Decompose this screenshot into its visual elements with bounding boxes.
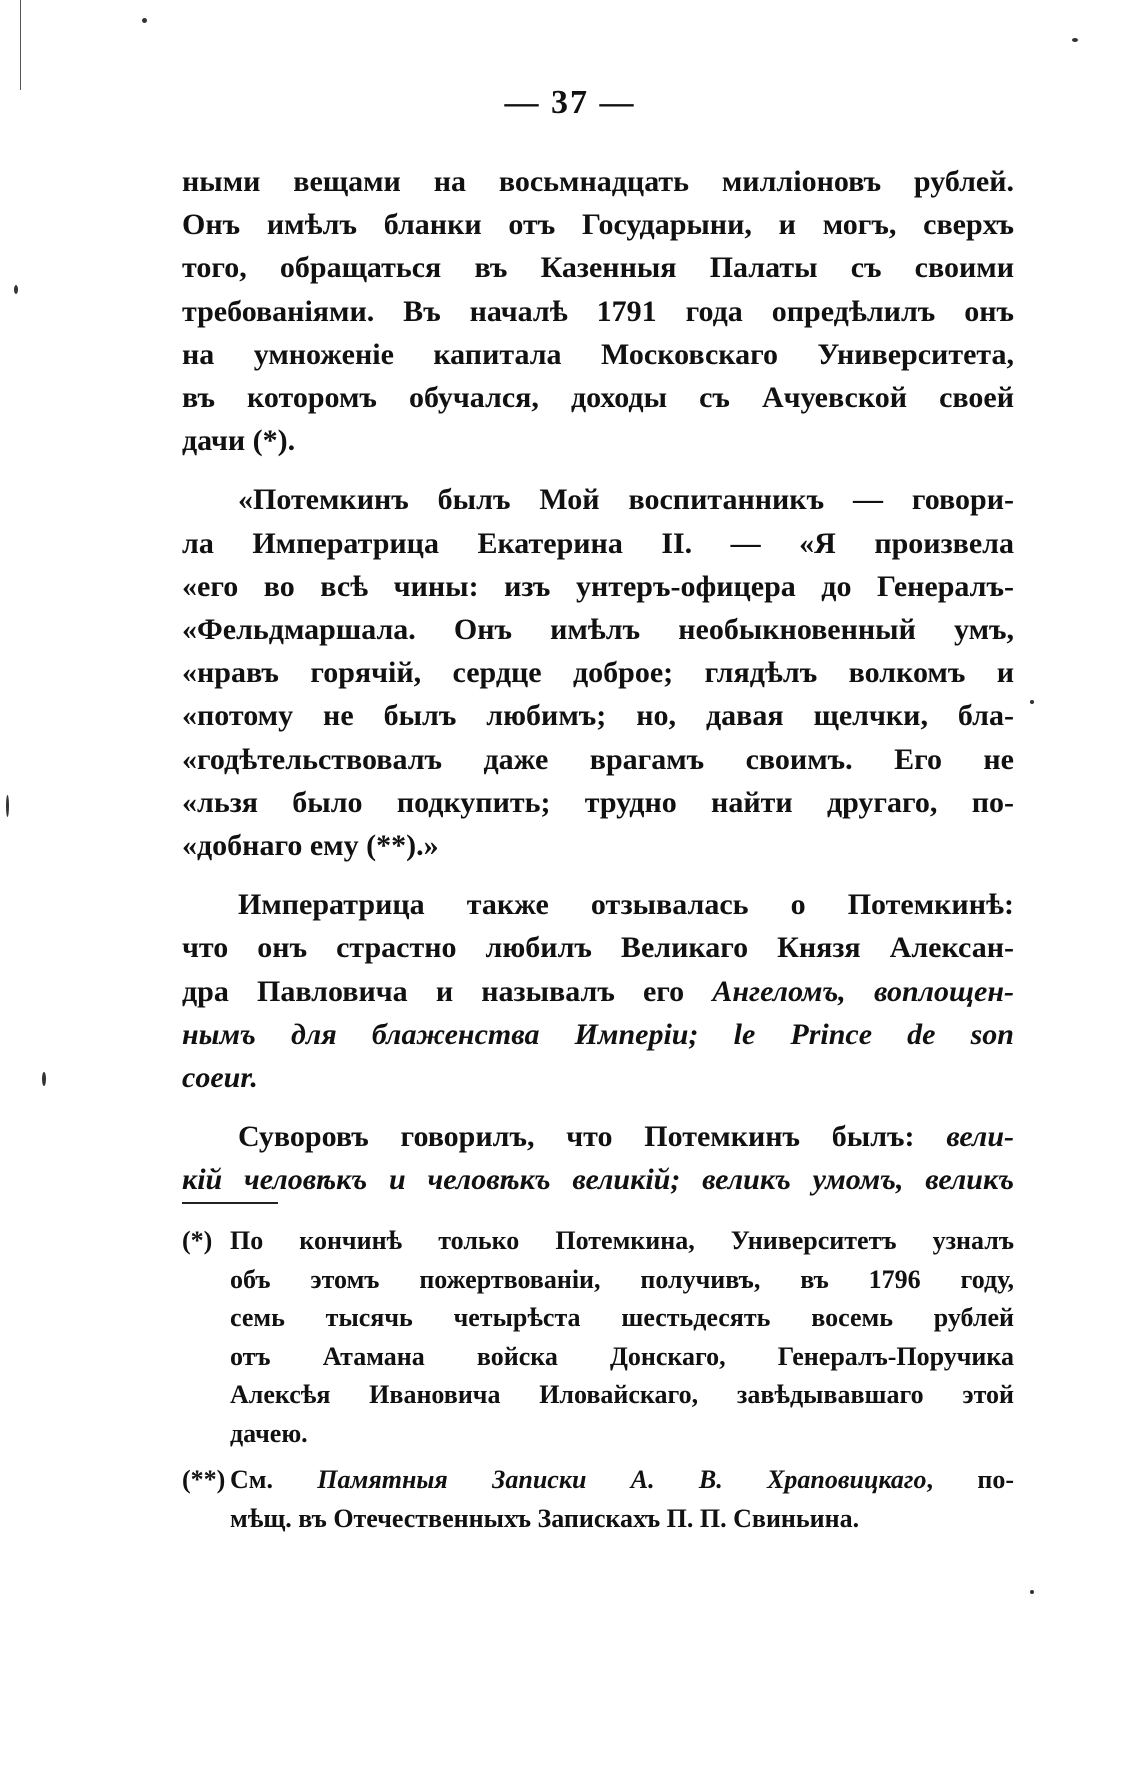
text-line: что онъ страстно любилъ Великаго Князя Алексан-: [182, 931, 1014, 965]
text-line: на умноженіе капитала Московскаго Университета,: [182, 337, 1014, 371]
text-run: дра Павловича и называлъ его: [182, 974, 713, 1008]
text-run: Суворовъ говорилъ, что Потемкинъ былъ:: [238, 1120, 947, 1154]
text-line: ными вещами на восьмнадцать милліоновъ рублей.: [182, 165, 1014, 198]
footnote-line: Алексѣя Ивановича Иловайскаго, завѣдывавшаго этой: [230, 1380, 1014, 1409]
paragraph-3: [182, 883, 1014, 1099]
footnote-marker: (*): [182, 1226, 213, 1255]
text-line: «нравъ горячій, сердце доброе; глядѣлъ волкомъ и: [182, 656, 1014, 690]
footnote-1: [182, 1222, 1014, 1453]
footnote-divider: [182, 1202, 278, 1204]
main-text: [182, 160, 1014, 1202]
text-line: «потому не былъ любимъ; но, давая щелчки, бла-: [182, 699, 1014, 733]
scan-speck: [1072, 38, 1078, 42]
footnotes: [182, 1222, 1014, 1546]
text-line: «добнаго ему (**).»: [182, 829, 439, 863]
text-line: «его во всѣ чины: изъ унтеръ-офицера до Генералъ-: [182, 569, 1014, 603]
italic-run: вели-: [946, 1120, 1014, 1154]
text-run: , по-: [926, 1465, 1014, 1494]
scan-speck: [1030, 700, 1034, 704]
text-run: См.: [230, 1465, 318, 1494]
footnote-2: [182, 1461, 1014, 1538]
text-line: «Потемкинъ былъ Мой воспитанникъ — говори-: [238, 483, 1014, 517]
footnote-line: отъ Атамана войска Донскаго, Генералъ-Поручика: [230, 1341, 1014, 1371]
text-line: дачи (*).: [182, 424, 296, 458]
footnote-line: мѣщ. въ Отечественныхъ Запискахъ П. П. Свиньина.: [230, 1503, 860, 1533]
text-line: «Фельдмаршала. Онъ имѣлъ необыкновенный умъ,: [182, 613, 1014, 647]
text-line: требованіями. Въ началѣ 1791 года опредѣлилъ онъ: [182, 294, 1014, 328]
footnote-marker: (**): [182, 1465, 226, 1494]
text-line: [182, 970, 1014, 1013]
text-line: кій человѣкъ и человѣкъ великій; великъ умомъ, великъ: [182, 1163, 1014, 1197]
text-line: Онъ имѣлъ бланки отъ Государыни, и могъ, сверхъ: [182, 208, 1014, 242]
text-line: [182, 1115, 1014, 1158]
scan-speck: [6, 795, 9, 817]
text-line: въ которомъ обучался, доходы съ Ачуевской своей: [182, 381, 1014, 415]
italic-run: Памятныя Записки А. В. Храповицкаго: [317, 1465, 927, 1494]
scan-speck: [14, 285, 18, 294]
page-edge-line: [20, 0, 21, 90]
footnote-line: дачею.: [230, 1418, 308, 1448]
text-line: ла Императрица Екатерина II. — «Я произвела: [182, 526, 1014, 560]
footnote-line: семь тысячь четырѣста шестьдесять восемь рублей: [230, 1303, 1014, 1332]
footnote-line: По кончинѣ только Потемкина, Университетъ узналъ: [230, 1226, 1014, 1255]
text-line: coeur.: [182, 1061, 258, 1095]
footnote-line: [230, 1461, 1014, 1500]
italic-run: Ангеломъ, воплощен-: [712, 974, 1014, 1008]
footnote-line: объ этомъ пожертвованіи, получивъ, въ 1796 году,: [230, 1264, 1014, 1294]
text-line: «льзя было подкупить; трудно найти другаго, по-: [182, 785, 1014, 819]
page-number: — 37 —: [504, 84, 636, 121]
paragraph-2: [182, 478, 1014, 867]
text-line: того, обращаться въ Казенныя Палаты съ своими: [182, 251, 1014, 285]
paragraph-4: [182, 1115, 1014, 1201]
paragraph-1: [182, 160, 1014, 462]
text-line: Императрица также отзывалась о Потемкинѣ:: [238, 888, 1014, 922]
scan-speck: [1030, 1590, 1034, 1594]
scan-speck: [42, 1072, 46, 1086]
scan-speck: [142, 18, 147, 23]
text-line: нымъ для блаженства Имперіи; le Prince de son: [182, 1017, 1014, 1051]
text-line: «годѣтельствовалъ даже врагамъ своимъ. Его не: [182, 742, 1014, 776]
